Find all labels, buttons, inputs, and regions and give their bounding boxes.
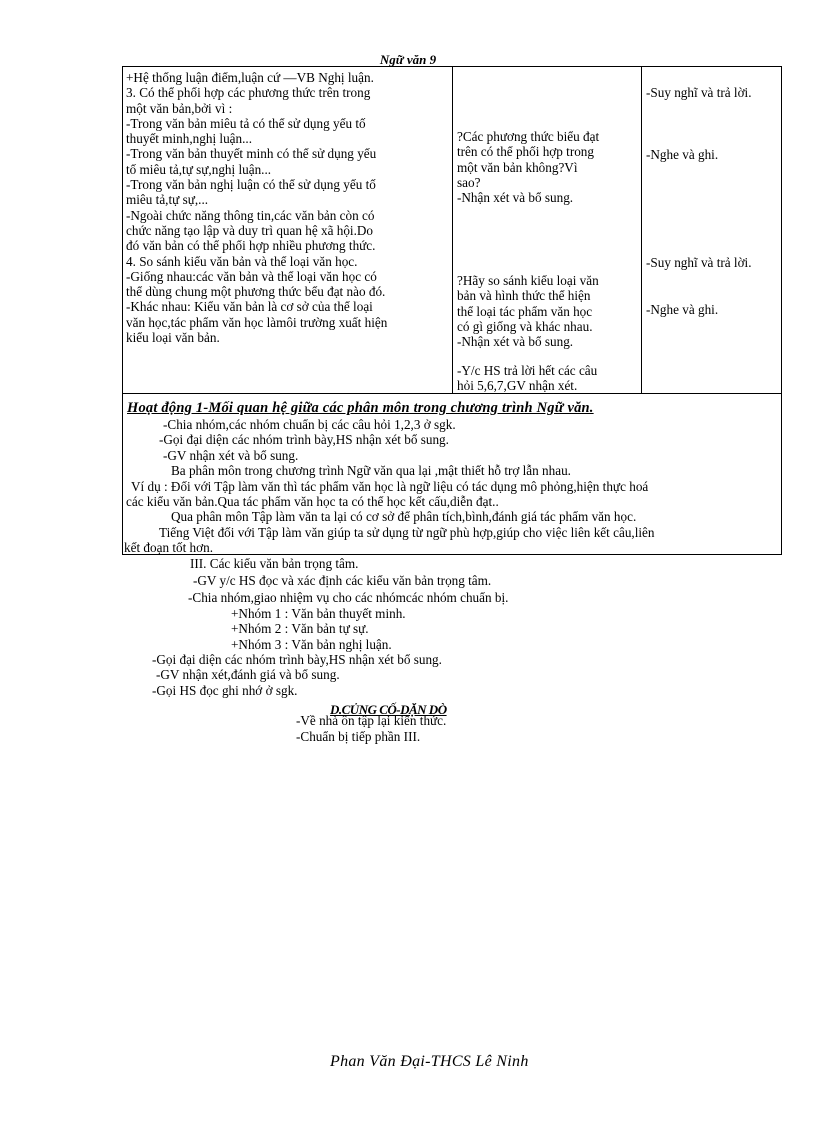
content-line: 4. So sánh kiểu văn bản và thể loại văn học. (126, 253, 358, 269)
section-d-line: -Về nhà ôn tập lại kiến thức. (296, 713, 447, 728)
question-line: bản và hình thức thể hiện (457, 288, 591, 304)
content-line: đó văn bản có thể phối hợp nhiều phương thức. (126, 238, 376, 254)
page-header: Ngữ văn 9 (379, 52, 437, 67)
question-line: ?Hãy so sánh kiểu loại văn (457, 273, 599, 288)
question-line: một văn bản không?Vì (457, 159, 578, 175)
question-line: có gì giống và khác nhau. (457, 318, 593, 334)
content-line: +Hệ thống luận điểm,luận cứ —VB Nghị luận. (126, 70, 374, 85)
lesson-table (122, 66, 782, 555)
content-line: -Ngoài chức năng thông tin,các văn bản còn có (126, 207, 375, 223)
question-line: hỏi 5,6,7,GV nhận xét. (457, 378, 578, 394)
activity-line: -GV nhận xét và bổ sung. (163, 447, 299, 463)
activity-content (123, 417, 781, 556)
content-line: 3. Có thể phối hợp các phương thức trên trong (126, 85, 371, 101)
section-d-title: D.CỦNG CỐ-DẶN DÒ (330, 702, 447, 717)
student-activity-1: -Suy nghĩ và trả lời. (646, 85, 752, 100)
activity-line: các kiểu văn bản.Qua tác phẩm văn học ta có thể học kết cấu,diễn đạt.. (126, 494, 499, 510)
row-divider (123, 393, 781, 394)
activity-line: kết đoạn tốt hơn. (124, 540, 214, 556)
teacher-question-1 (457, 129, 599, 205)
activity-title: Hoạt động 1-Mối quan hệ giữa các phân môn trong chương trình Ngữ văn. (127, 400, 594, 416)
activity-line: -Chia nhóm,các nhóm chuẩn bị các câu hỏi 1,2,3 ở sgk. (163, 417, 456, 432)
teacher-question-3 (457, 363, 597, 394)
section-line: -GV y/c HS đọc và xác định các kiểu văn bản trọng tâm. (193, 573, 492, 588)
question-line: thể loại tác phẩm văn học (457, 303, 593, 319)
content-line: -Khác nhau: Kiểu văn bản là cơ sở của thể loại (126, 299, 373, 315)
question-line: -Nhận xét và bổ sung. (457, 190, 574, 206)
question-line: -Y/c HS trả lời hết các câu (457, 363, 598, 378)
section-heading: III. Các kiểu văn bản trọng tâm. (190, 556, 359, 571)
page-footer: Phan Văn Đại-THCS Lê Ninh (330, 1053, 529, 1070)
section-line: -Chia nhóm,giao nhiệm vụ cho các nhómcác nhóm chuẩn bị. (188, 590, 509, 605)
content-line: -Giống nhau:các văn bản và thể loại văn học có (126, 268, 377, 284)
activity-line: Ví dụ : Đối với Tập làm văn thì tác phẩm văn học là ngữ liệu có tác dụng mô phỏng,hiện thực hoá (131, 478, 649, 494)
column-divider-2 (641, 67, 642, 393)
group-line: +Nhóm 3 : Văn bản nghị luận. (231, 637, 392, 652)
content-line: kiểu loại văn bản. (126, 330, 220, 346)
student-activity-4: -Nghe và ghi. (646, 302, 719, 317)
content-line: miêu tả,tự sự,... (126, 192, 209, 208)
content-line: thể dùng chung một phương thức bểu đạt nào đó. (126, 284, 386, 300)
content-line: một văn bản,bởi vì : (126, 100, 233, 116)
content-column (126, 70, 387, 345)
content-line: chức năng tạo lập và duy trì quan hệ xã hội.Do (126, 222, 374, 238)
content-line: thuyết minh,nghị luận... (126, 131, 253, 147)
activity-line: -Gọi đại diện các nhóm trình bày,HS nhận xét bổ sung. (159, 432, 449, 448)
activity-line: Ba phân môn trong chương trình Ngữ văn qua lại ,mật thiết hỗ trợ lẫn nhau. (171, 463, 571, 479)
activity-line: Qua phân môn Tập làm văn ta lại có cơ sở để phân tích,bình,đánh giá tác phẩm văn học. (171, 509, 637, 525)
question-line: -Nhận xét và bổ sung. (457, 334, 574, 350)
group-line: +Nhóm 1 : Văn bản thuyết minh. (231, 606, 406, 621)
content-line: -Trong văn bản miêu tả có thể sử dụng yếu tố (126, 115, 366, 131)
student-activity-2: -Nghe và ghi. (646, 147, 719, 162)
section-line: -GV nhận xét,đánh giá và bổ sung. (156, 667, 340, 682)
content-line: -Trong văn bản thuyết minh có thể sử dụng yếu (126, 146, 377, 162)
content-line: -Trong văn bản nghị luận có thể sử dụng yếu tố (126, 177, 376, 193)
question-line: sao? (457, 174, 481, 190)
group-line: +Nhóm 2 : Văn bản tự sự. (231, 621, 369, 636)
student-activity-3: -Suy nghĩ và trả lời. (646, 255, 752, 270)
section-line: -Gọi đại diện các nhóm trình bày,HS nhận xét bổ sung. (152, 652, 442, 667)
activity-line: Tiếng Việt đối với Tập làm văn giúp ta sử dụng từ ngữ phù hợp,giúp cho việc liên kết câu,liên (159, 524, 655, 540)
question-line: ?Các phương thức biểu đạt (457, 129, 600, 144)
section-line: -Gọi HS đọc ghi nhớ ở sgk. (152, 683, 298, 698)
section-d-line: -Chuẩn bị tiếp phần III. (296, 729, 421, 744)
content-line: văn học,tác phẩm văn học làmôi trường xuất hiện (126, 314, 388, 330)
question-line: trên có thể phối hợp trong (457, 144, 594, 160)
teacher-question-2 (457, 273, 599, 349)
content-line: tố miêu tả,tự sự,nghị luận... (126, 161, 272, 177)
column-divider-1 (452, 67, 453, 393)
